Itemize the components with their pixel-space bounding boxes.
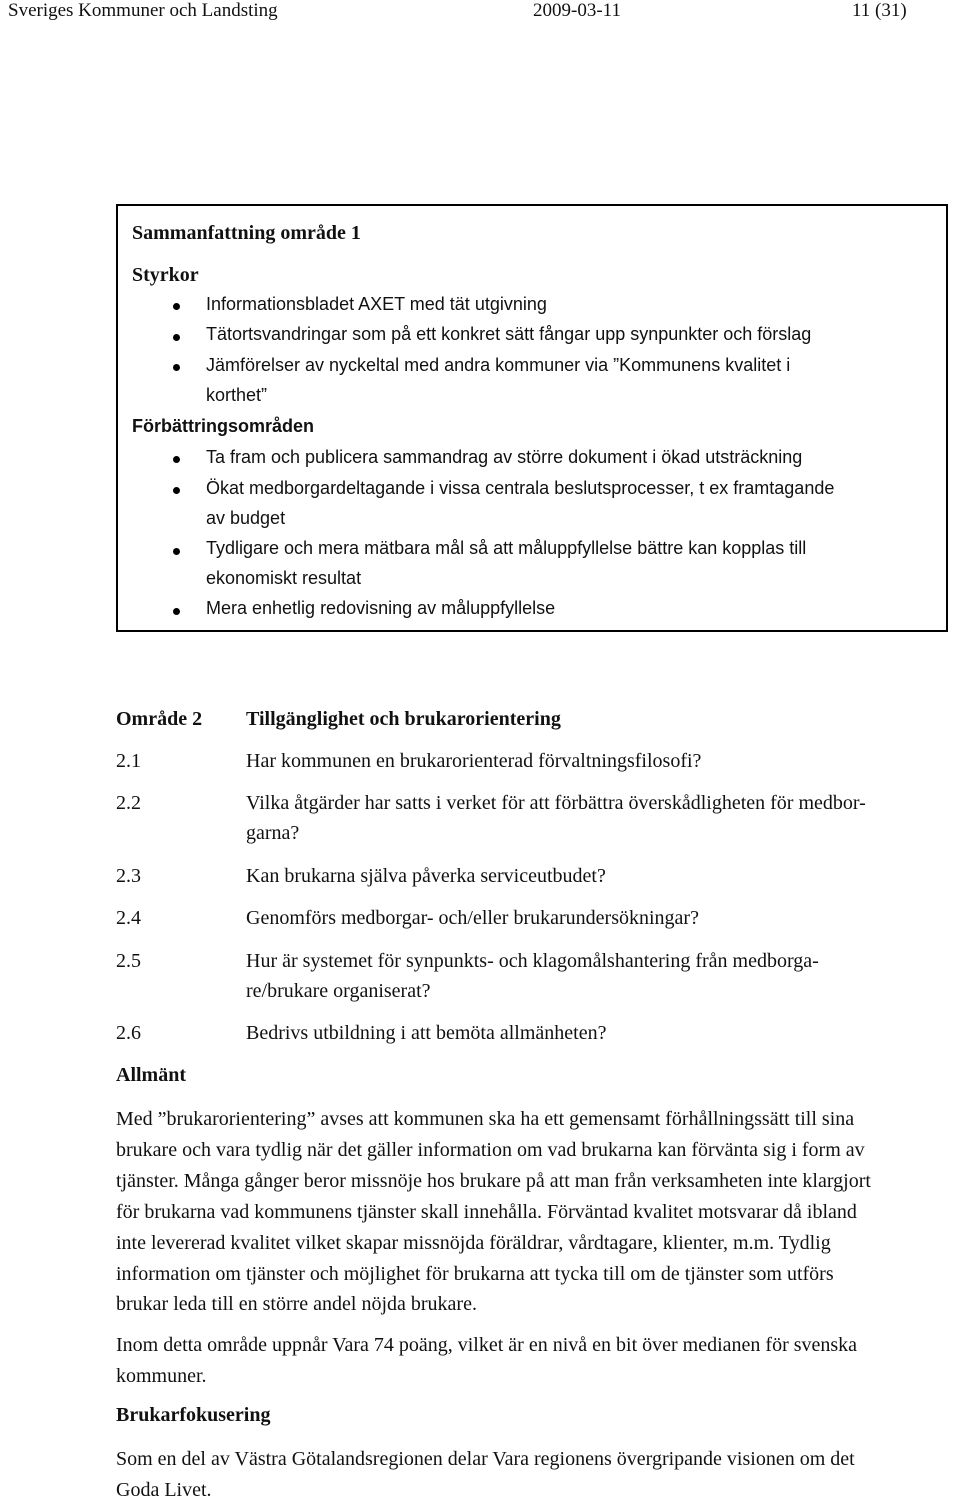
summary-box [116,204,948,632]
improvements-heading: Förbättringsområden [132,416,315,436]
question-number: 2.4 [116,907,141,929]
question-number: 2.6 [116,1022,141,1044]
question-text: Har kommunen en brukarorienterad förvaltningsfilosofi? [246,750,702,772]
question-number: 2.3 [116,865,141,887]
summary-title: Sammanfattning område 1 [132,222,361,244]
header-date: 2009-03-11 [533,0,621,21]
strength-item-continued: korthet” [206,385,268,405]
strengths-heading: Styrkor [132,264,199,286]
question-text: Hur är systemet för synpunkts- och klagomålshantering från medborga- [246,950,819,972]
improvement-item: Ta fram och publicera sammandrag av större dokument i ökad utsträckning [206,447,803,467]
paragraph-line: brukar leda till en större andel nöjda brukare. [116,1293,477,1316]
improvement-item: Ökat medborgardeltagande i vissa centrala beslutsprocesser, t ex framtagande [206,478,835,498]
question-text: Vilka åtgärder har satts i verket för att förbättra överskådligheten för medbor- [246,792,866,814]
question-text-continued: garna? [246,822,300,844]
paragraph-line: Inom detta område uppnår Vara 74 poäng, vilket är en nivå en bit över medianen för svenska [116,1334,858,1356]
paragraph-line: brukare och vara tydlig när det gäller information om vad brukarna kan förvänta sig i form av [116,1138,865,1161]
improvement-item: Mera enhetlig redovisning av måluppfyllelse [206,598,556,618]
user-focus-paragraph [116,1444,960,1506]
strength-item: Tätortsvandringar som på ett konkret sätt fångar upp synpunkter och förslag [206,324,812,344]
improvement-item-continued: ekonomiskt resultat [206,568,362,588]
paragraph-line: Som en del av Västra Götalandsregionen delar Vara regionens övergripande visionen om det [116,1448,855,1470]
question-text: Bedrivs utbildning i att bemöta allmänheten? [246,1022,607,1044]
paragraph-line: information om tjänster och möjlighet för brukarna att tycka till om de tjänster som utförs [116,1262,834,1285]
bullet-icon [173,303,180,310]
paragraph-line: kommuner. [116,1364,207,1387]
strength-item: Informationsbladet AXET med tät utgivning [206,294,547,314]
general-paragraph-1 [116,1104,960,1320]
strength-item: Jämförelser av nyckeltal med andra kommuner via ”Kommunens kvalitet i [206,355,791,375]
paragraph-line: inte levererad kvalitet vilket skapar missnöjda föräldrar, vårdtagare, klienter, m.m. Tydlig [116,1231,831,1254]
bullet-icon [173,334,180,341]
header-page-number: 11 (31) [852,0,907,21]
user-focus-heading: Brukarfokusering [116,1404,271,1426]
question-text: Kan brukarna själva påverka serviceutbudet? [246,865,606,887]
bullet-icon [173,456,180,463]
paragraph-line: Goda Livet. [116,1478,212,1501]
page-header [0,0,960,28]
question-text: Genomförs medborgar- och/eller brukarundersökningar? [246,907,699,929]
bullet-icon [173,608,180,615]
paragraph-line: för brukarna vad kommunens tjänster skall innehålla. Förväntad kvalitet motsvarar då ibland [116,1200,857,1223]
area2-label: Område 2 [116,708,203,730]
general-paragraph-2 [116,1330,960,1392]
general-heading: Allmänt [116,1064,186,1086]
question-number: 2.1 [116,750,141,772]
question-number: 2.2 [116,792,141,814]
question-number: 2.5 [116,950,141,972]
improvement-item-continued: av budget [206,508,286,528]
paragraph-line: tjänster. Många gånger beror missnöje hos brukare på att man från verksamheten inte klargjort [116,1169,871,1192]
question-text-continued: re/brukare organiserat? [246,980,431,1002]
bullet-icon [173,364,180,371]
paragraph-line: Med ”brukarorientering” avses att kommunen ska ha ett gemensamt förhållningssätt till sina [116,1108,855,1130]
header-organization: Sveriges Kommuner och Landsting [8,0,278,21]
area2-title: Tillgänglighet och brukarorientering [246,708,561,730]
improvement-item: Tydligare och mera mätbara mål så att måluppfyllelse bättre kan kopplas till [206,538,807,558]
bullet-icon [173,487,180,494]
bullet-icon [173,548,180,555]
